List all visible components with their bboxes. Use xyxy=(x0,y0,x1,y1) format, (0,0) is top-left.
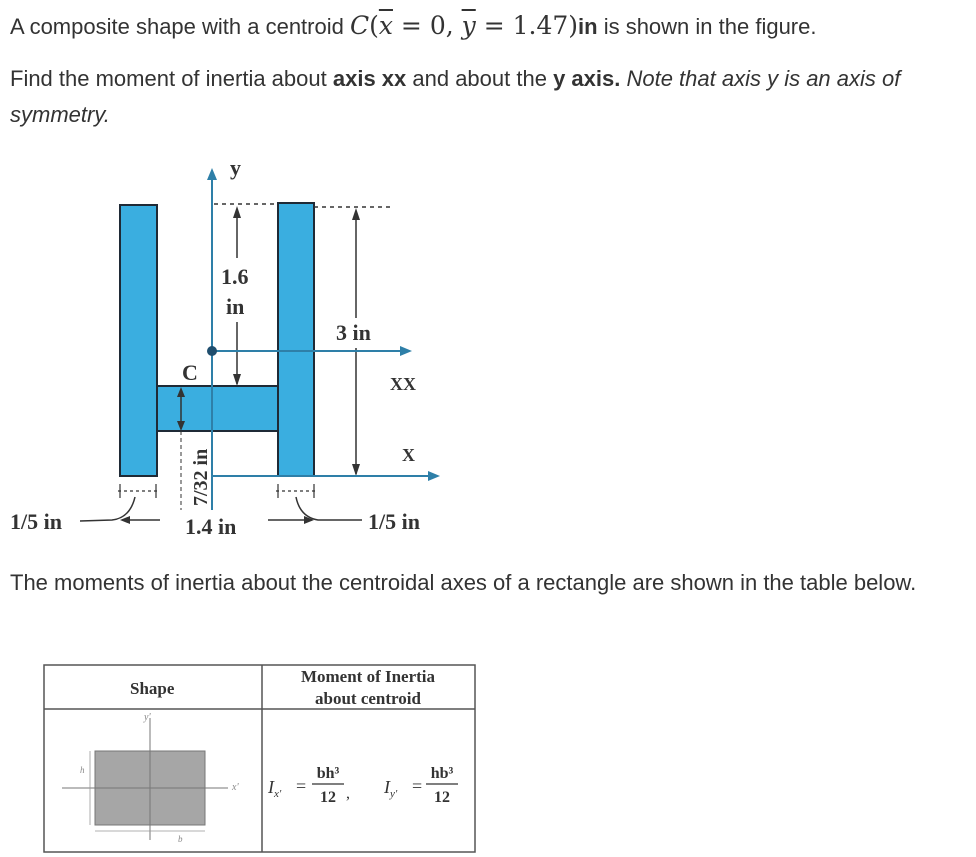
dim-1p6-arrow-bottom xyxy=(233,374,241,386)
ix-denominator: 12 xyxy=(320,789,336,806)
dim-right-label: 1/5 in xyxy=(368,509,420,534)
label-xx: XX xyxy=(390,374,416,394)
label-c: C xyxy=(182,360,198,385)
y-axis-arrow xyxy=(207,168,217,180)
table-axis-y-label: y' xyxy=(144,712,151,723)
right-flange xyxy=(278,203,314,476)
centroid-point xyxy=(207,346,217,356)
table-intro-paragraph: The moments of inertia about the centroidal axes of a rectangle are shown in the table below. xyxy=(10,570,917,595)
dim-web-label: 7/32 in xyxy=(190,448,212,506)
leader-right xyxy=(296,497,362,520)
math-eq1: = 0, xyxy=(392,11,462,40)
task-text-2: and about the xyxy=(406,66,554,91)
dim-3in-label: 3 in xyxy=(336,320,371,345)
xx-axis-arrow xyxy=(400,346,412,356)
dim-1p6-value: 1.6 xyxy=(221,264,249,289)
task-text-1: Find the moment of inertia about xyxy=(10,66,333,91)
ix-comma: , xyxy=(346,785,350,802)
dim-1p6-unit: in xyxy=(226,294,245,319)
ix-numerator: bh³ xyxy=(316,765,340,782)
dim-3in-arrow-top xyxy=(352,208,360,220)
x-axis-arrow xyxy=(428,471,440,481)
math-c: C xyxy=(349,11,370,40)
iy-symbol: $I_{y'}$ xyxy=(384,777,398,800)
dim-width-label: 1.4 in xyxy=(185,514,237,539)
math-open: ( xyxy=(369,11,379,40)
header-moi-line1: Moment of Inertia xyxy=(300,667,436,686)
intro-text-after: is shown in the figure. xyxy=(597,14,817,39)
table-h-label: h xyxy=(80,765,85,775)
label-x: X xyxy=(402,445,415,465)
math-eq2: = 1.47) xyxy=(475,11,579,40)
intro-unit: in xyxy=(578,14,598,39)
header-moi-line2: about centroid xyxy=(315,689,421,708)
math-xbar: $\overline{x}$ xyxy=(378,11,393,40)
dim-3in-arrow-bottom xyxy=(352,464,360,476)
intro-text: A composite shape with a centroid xyxy=(10,14,350,39)
iy-denominator: 12 xyxy=(434,789,450,806)
iy-numerator: hb³ xyxy=(430,765,454,782)
iy-equals: = xyxy=(412,776,423,796)
table-b-label: b xyxy=(178,834,183,844)
header-shape: Shape xyxy=(130,679,175,698)
task-bold-y-axis: y axis. xyxy=(553,66,621,91)
ix-symbol: $I_{x'}$ xyxy=(268,777,282,800)
dim-left-label: 1/5 in xyxy=(10,509,62,534)
left-flange xyxy=(120,205,157,476)
task-bold-axis-xx: axis xx xyxy=(332,66,407,91)
label-y: y xyxy=(230,155,241,180)
task-italic-note: Note that axis y is an axis of symmetry. xyxy=(10,66,901,127)
ix-equals: = xyxy=(296,776,307,796)
moment-of-inertia-table xyxy=(0,660,976,857)
table-axis-x-label: x' xyxy=(232,782,239,793)
math-ybar: $\overline{y}$ xyxy=(461,11,476,40)
web xyxy=(157,386,278,431)
dim-1p6-arrow-top xyxy=(233,206,241,218)
